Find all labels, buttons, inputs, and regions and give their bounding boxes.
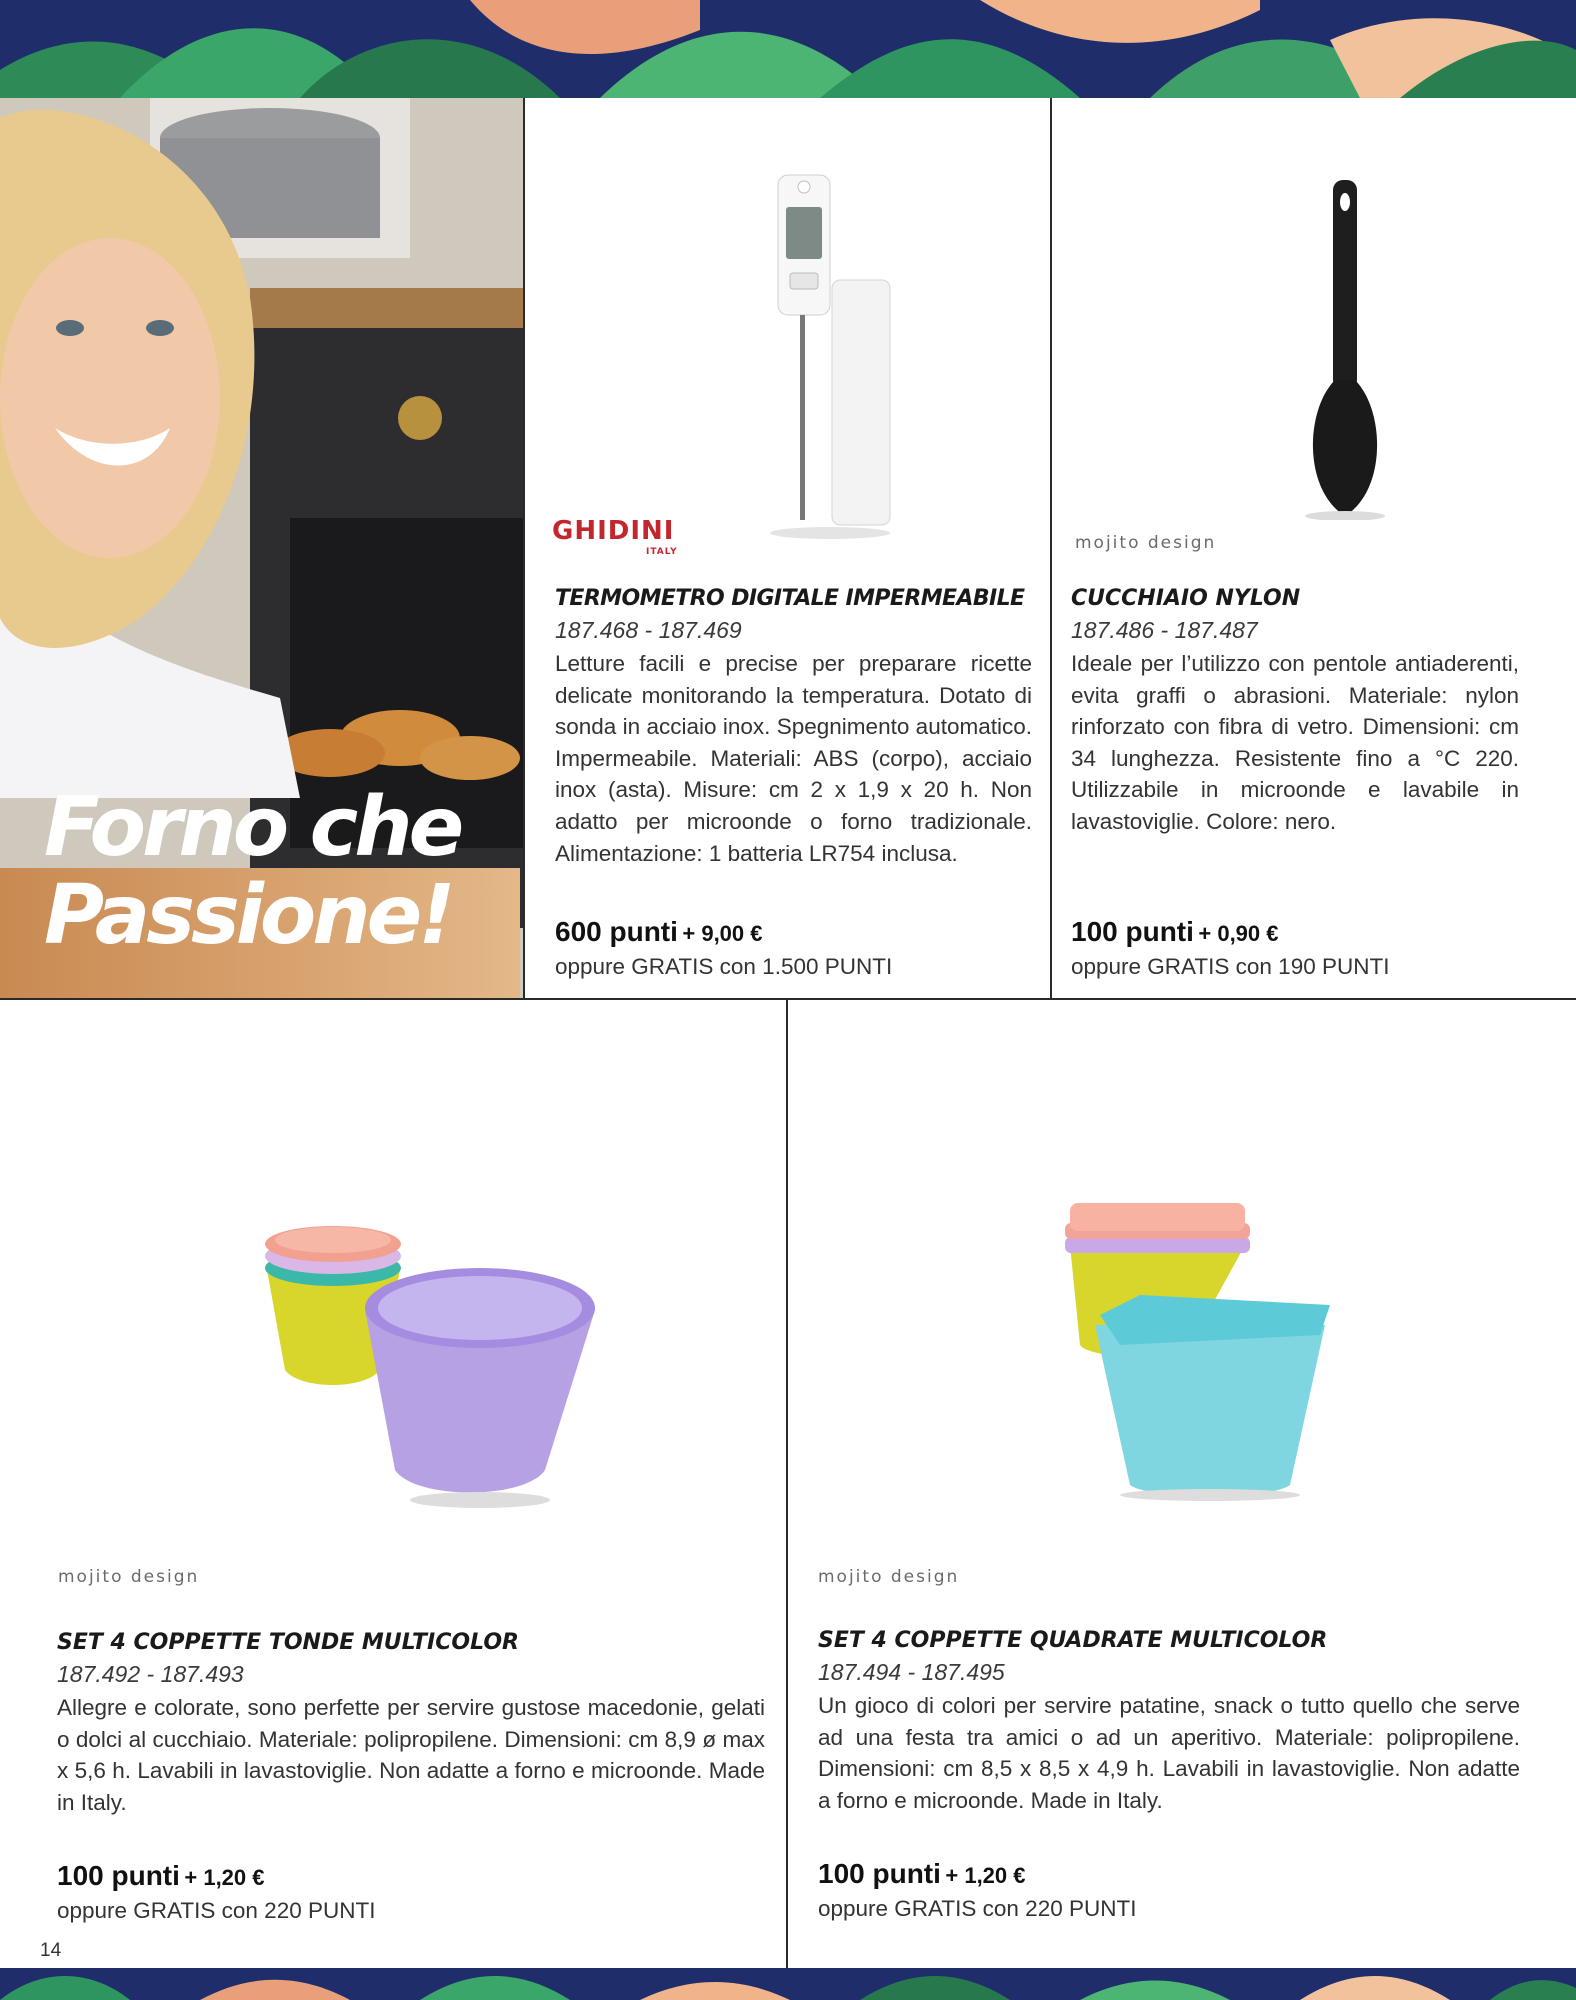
leaf-decoration-icon <box>0 1968 1576 2000</box>
product-code: 187.468 - 187.469 <box>555 617 742 643</box>
divider-top-right <box>1050 98 1052 998</box>
mojito-design-logo: mojito design <box>58 1567 200 1587</box>
price-alternative: oppure GRATIS con 190 PUNTI <box>1071 954 1390 979</box>
divider-bottom <box>786 998 788 1968</box>
page-number: 14 <box>40 1940 62 1961</box>
product-description: Allegre e colorate, sono perfette per servire gustose macedonie, gelati o dolci al cucchiaio. Materiale: polipropilene. Dimensioni: cm 8,9 ø max x 5,6 h. Lavabili in lavastoviglie. Non adatte a forno e microonde. Made in Italy. <box>57 1695 765 1815</box>
product-card-thermometer <box>555 586 1032 869</box>
square-cups-image <box>1060 1195 1340 1505</box>
price-points: 600 punti <box>555 916 678 947</box>
ghidini-logo-sub: ITALY <box>646 547 678 557</box>
product-title: SET 4 COPPETTE QUADRATE MULTICOLOR <box>818 1628 1328 1653</box>
price-points: 100 punti <box>1071 916 1194 947</box>
top-leaf-banner <box>0 0 1576 98</box>
product-card-round-cups <box>57 1630 765 1818</box>
product-code: 187.492 - 187.493 <box>57 1661 244 1687</box>
price-alternative: oppure GRATIS con 220 PUNTI <box>818 1896 1137 1921</box>
price-extra: + 1,20 € <box>945 1863 1026 1888</box>
product-card-spoon <box>1071 586 1519 838</box>
price-block-spoon <box>1071 916 1519 980</box>
bottom-leaf-banner <box>0 1968 1576 2000</box>
price-block-thermometer <box>555 916 1032 980</box>
mojito-design-logo: mojito design <box>818 1567 960 1587</box>
product-code: 187.494 - 187.495 <box>818 1659 1005 1685</box>
product-title: SET 4 COPPETTE TONDE MULTICOLOR <box>57 1630 519 1655</box>
leaf-decoration-icon <box>0 0 1576 98</box>
product-description: Ideale per l’utilizzo con pentole antiaderenti, evita graffi o abrasioni. Materiale: nylon rinforzato con fibra di vetro. Dimensioni: cm 34 lunghezza. Resistente fino a °C 220. Utilizzabile in microonde e lavabile in lavastoviglie. Colore: nero. <box>1071 651 1519 834</box>
product-title: CUCCHIAIO NYLON <box>1071 586 1301 611</box>
product-card-square-cups <box>818 1628 1520 1816</box>
hero-title: Forno che Passione! <box>44 780 461 963</box>
divider-middle <box>0 998 1576 1000</box>
round-cups-image <box>255 1200 605 1530</box>
product-code: 187.486 - 187.487 <box>1071 617 1258 643</box>
price-extra: + 9,00 € <box>682 921 763 946</box>
product-description: Un gioco di colori per servire patatine, snack o tutto quello che serve ad una festa tra amici o ad un aperitivo. Materiale: polipropilene. Dimensioni: cm 8,5 x 8,5 x 4,9 h. Lavabili in lavastoviglie. Non adatte a forno e microonde. Made in Italy. <box>818 1693 1520 1813</box>
product-description: Letture facili e precise per preparare ricette delicate monitorando la temperatura. Dotato di sonda in acciaio inox. Spegnimento automatico. Impermeabile. Materiali: ABS (corpo), acciaio inox (asta). Misure: cm 2 x 1,9 x 20 h. Non adatto per microonde o forno tradizionale. Alimentazione: 1 batteria LR754 inclusa. <box>555 651 1032 866</box>
thermometer-image <box>760 165 910 540</box>
price-block-square-cups <box>818 1858 1520 1922</box>
price-points: 100 punti <box>57 1860 180 1891</box>
price-alternative: oppure GRATIS con 220 PUNTI <box>57 1898 376 1923</box>
price-alternative: oppure GRATIS con 1.500 PUNTI <box>555 954 893 979</box>
price-block-round-cups <box>57 1860 765 1924</box>
mojito-design-logo: mojito design <box>1075 533 1217 553</box>
divider-top-left <box>523 98 525 998</box>
price-extra: + 1,20 € <box>184 1865 265 1890</box>
price-extra: + 0,90 € <box>1198 921 1279 946</box>
nylon-spoon-image <box>1295 180 1395 520</box>
product-title: TERMOMETRO DIGITALE IMPERMEABILE <box>555 586 1025 611</box>
ghidini-logo: GHIDINI <box>552 516 675 546</box>
price-points: 100 punti <box>818 1858 941 1889</box>
